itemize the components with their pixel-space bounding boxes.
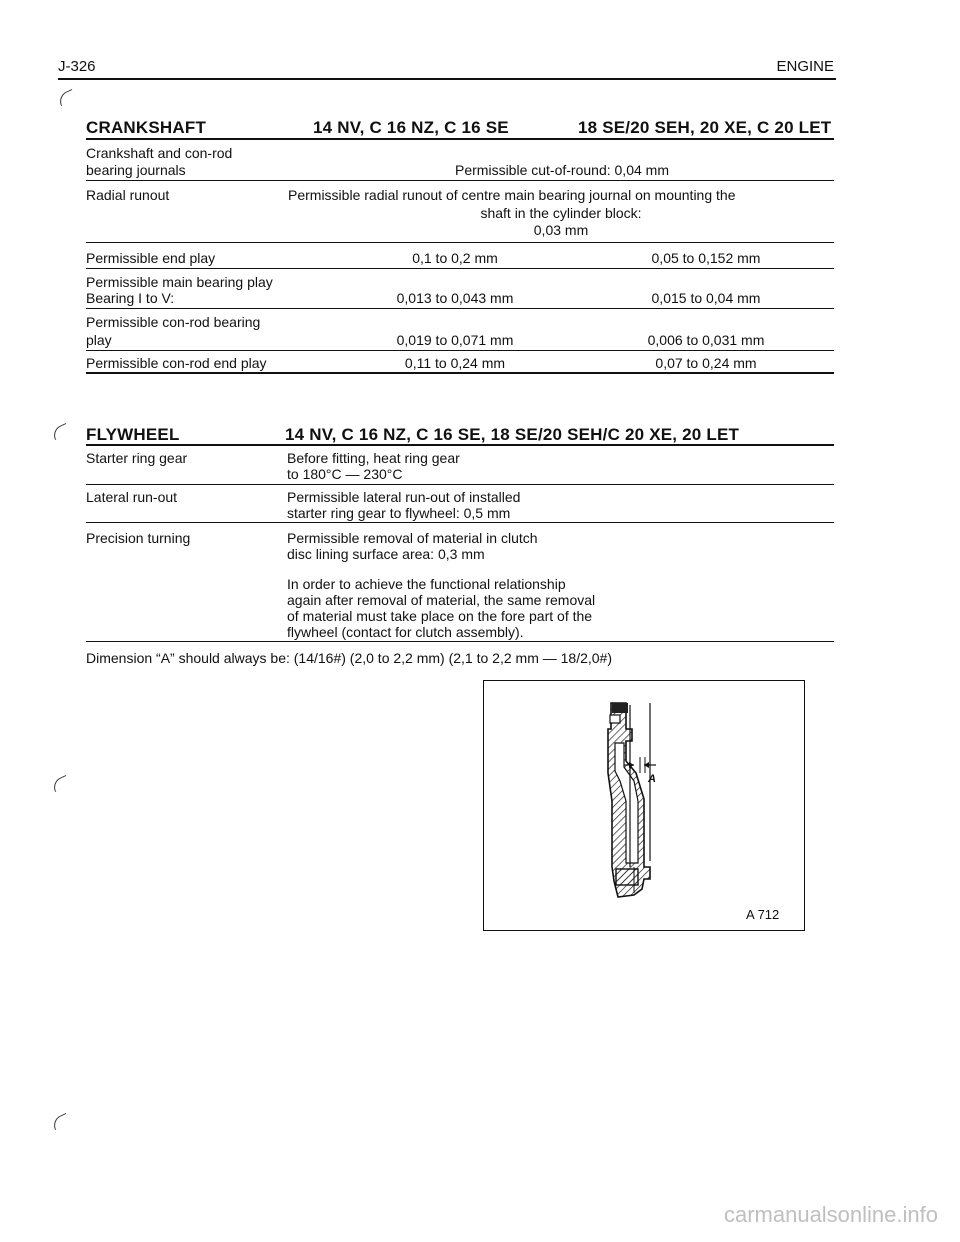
page-number: J-326 (58, 58, 96, 75)
flywheel-title: FLYWHEEL (86, 425, 180, 444)
watermark: carmanualsonline.info (723, 1202, 938, 1227)
row-value-col2: 0,05 to 0,152 mm (651, 250, 761, 266)
row-label: Lateral run-out (86, 489, 178, 505)
row-value: to 180°C — 230°C (287, 466, 403, 482)
margin-mark (50, 1113, 70, 1130)
row-rule (86, 268, 834, 269)
row-rule (86, 522, 834, 523)
row-value: In order to achieve the functional relationship (287, 576, 566, 592)
row-value-col1: 0,1 to 0,2 mm (412, 250, 498, 266)
section-end-rule (86, 372, 834, 374)
flywheel-section-drawing (484, 681, 803, 929)
row-value-col1: 0,013 to 0,043 mm (396, 290, 514, 306)
crankshaft-col2-heading: 18 SE/20 SEH, 20 XE, C 20 LET (578, 118, 832, 137)
row-label: Precision turning (86, 530, 191, 546)
row-value: Before fitting, heat ring gear (287, 450, 460, 466)
row-value: Permissible radial runout of centre main bearing journal on mounting the (288, 187, 736, 203)
margin-mark (50, 423, 70, 440)
header-rule (58, 78, 836, 80)
row-value: Permissible cut-of-round: 0,04 mm (455, 162, 669, 178)
row-value-col2: 0,015 to 0,04 mm (651, 290, 761, 306)
row-value-col2: 0,006 to 0,031 mm (647, 332, 765, 348)
row-value: of material must take place on the fore part of the (287, 608, 593, 624)
section-title: ENGINE (776, 58, 834, 75)
row-value: 0,03 mm (533, 222, 589, 238)
row-label: Permissible end play (86, 250, 216, 266)
flywheel-heading: 14 NV, C 16 NZ, C 16 SE, 18 SE/20 SEH/C 20 XE, 20 LET (285, 425, 740, 444)
row-value-col2: 0,07 to 0,24 mm (655, 355, 757, 371)
figure-label: A 712 (746, 907, 780, 922)
row-label: Bearing I to V: (86, 290, 175, 306)
margin-mark (50, 775, 70, 792)
flywheel-figure (483, 680, 805, 931)
dimension-a-label: A (648, 773, 656, 785)
row-value: Permissible lateral run-out of installed (287, 489, 521, 505)
row-label: play (86, 332, 112, 348)
crankshaft-col1-heading: 14 NV, C 16 NZ, C 16 SE (313, 118, 509, 137)
crankshaft-title: CRANKSHAFT (86, 118, 207, 137)
row-value-col1: 0,019 to 0,071 mm (396, 332, 514, 348)
row-rule (86, 180, 834, 181)
row-rule (86, 484, 834, 485)
row-label: Permissible con-rod end play (86, 355, 267, 371)
row-value: flywheel (contact for clutch assembly). (287, 624, 524, 640)
section-rule (86, 138, 834, 140)
row-value: starter ring gear to flywheel: 0,5 mm (287, 505, 511, 521)
row-rule (86, 242, 834, 243)
row-label: Radial runout (86, 187, 170, 203)
row-rule (86, 641, 834, 642)
dimension-note: Dimension “A” should always be: (14/16#) (2,0 to 2,2 mm) (2,1 to 2,2 mm — 18/2,0#) (86, 650, 613, 666)
row-label: Permissible main bearing play (86, 274, 273, 290)
row-label: Starter ring gear (86, 450, 188, 466)
row-label: Permissible con-rod bearing (86, 314, 261, 330)
section-rule (86, 444, 834, 446)
row-value: again after removal of material, the same removal (287, 592, 596, 608)
row-value: disc lining surface area: 0,3 mm (287, 546, 485, 562)
row-rule (86, 350, 834, 351)
row-value-col1: 0,11 to 0,24 mm (404, 355, 506, 371)
row-label: Crankshaft and con-rod (86, 145, 233, 161)
margin-mark (56, 89, 76, 106)
row-value: Permissible removal of material in clutch (287, 530, 538, 546)
row-value: shaft in the cylinder block: (480, 205, 642, 221)
row-rule (86, 308, 834, 309)
row-label: bearing journals (86, 162, 186, 178)
